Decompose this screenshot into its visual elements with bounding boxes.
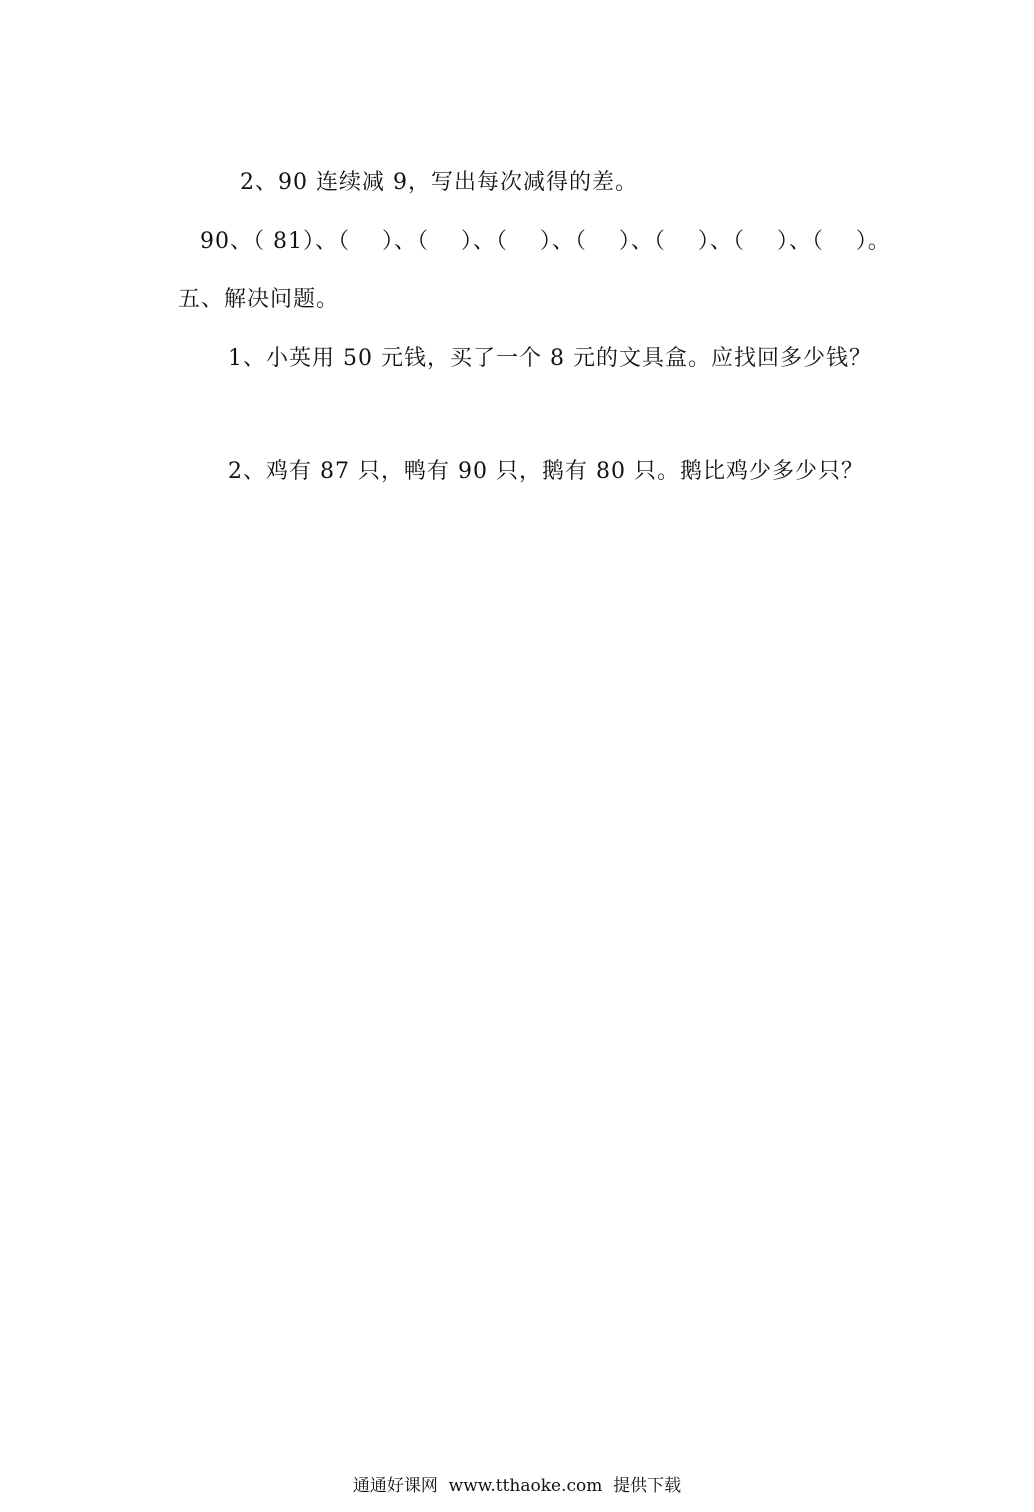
- page-footer: 通通好课网 www.tthaoke.com 提供下载: [352, 1476, 682, 1496]
- word-problem-2: 2、鸡有 87 只，鸭有 90 只，鹅有 80 只。鹅比鸡少多少只？: [228, 459, 864, 484]
- section-heading: 五、解决问题。: [178, 287, 340, 312]
- subtraction-sequence: 90、（ 81）、（ ）、（ ）、（ ）、（ ）、（ ）、（ ）、（ ）。: [200, 229, 891, 254]
- word-problem-1: 1、小英用 50 元钱，买了一个 8 元的文具盒。应找回多少钱？: [228, 346, 872, 371]
- question-prompt: 2、90 连续减 9，写出每次减得的差。: [240, 170, 638, 195]
